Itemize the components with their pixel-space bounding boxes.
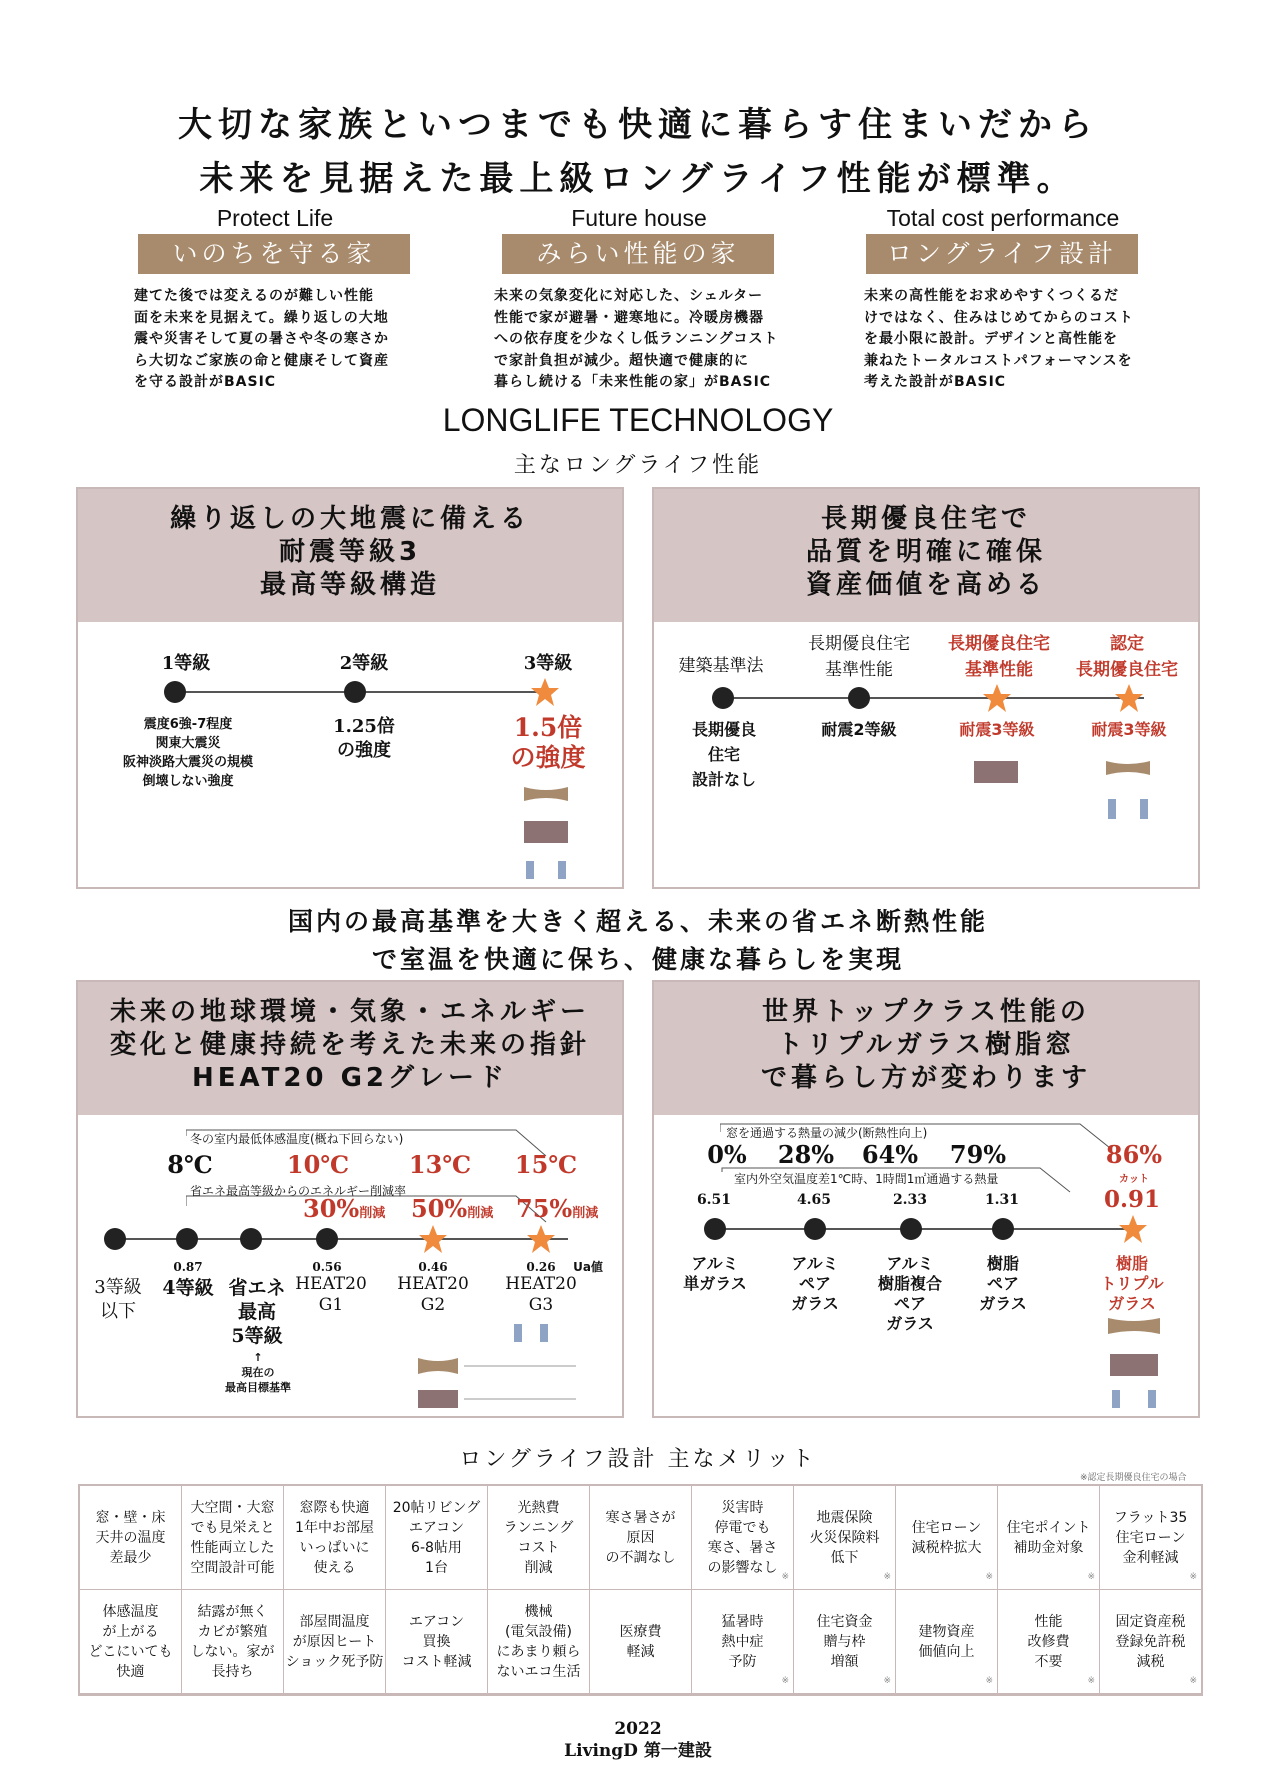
merit-text: エアコン 買換 コスト軽減: [401, 1613, 472, 1670]
heat-value-1: 6.51: [696, 1192, 732, 1208]
heat-value-2: 4.65: [796, 1192, 832, 1208]
cut-label: カット: [1119, 1174, 1149, 1185]
merit-cell: [284, 1590, 386, 1694]
temp-2: 10℃: [286, 1150, 350, 1179]
standard-4-desc: 耐震3等級: [1091, 720, 1167, 739]
merit-text: 体感温度 が上がる どこにいても 快適: [88, 1603, 173, 1680]
grade-label-3: 省エネ 最高 5等級: [228, 1277, 286, 1347]
grade-2-desc: 1.25倍 の強度: [333, 716, 395, 761]
panel-seismic: [76, 487, 624, 889]
cut-2: 50%削減: [411, 1194, 494, 1223]
grade-1-dot: [164, 681, 186, 703]
merit-cell: [998, 1590, 1100, 1694]
panel-heat20-head: 未来の地球環境・気象・エネルギー 変化と健康持続を考えた未来の指針 HEAT20 G2グレード: [78, 982, 622, 1115]
footer: [0, 1718, 1276, 1762]
window-label-5: 樹脂 トリプル ガラス: [1100, 1254, 1164, 1313]
window-frame-icons: [1106, 1316, 1162, 1412]
pillar-jp-1: いのちを守る家: [138, 234, 410, 274]
merit-text: 住宅ポイント 補助金対象: [1006, 1519, 1091, 1556]
merit-text: 地震保険 火災保険料 低下: [809, 1509, 880, 1566]
panel-longterm-head: 長期優良住宅で 品質を明確に確保 資産価値を高める: [654, 489, 1198, 622]
merit-cell: [896, 1590, 998, 1694]
tech-subtitle: 主なロングライフ性能: [513, 453, 763, 478]
grade-3-star-icon: [530, 677, 560, 707]
merit-text: 建物資産 価値向上: [918, 1623, 975, 1660]
merit-text: 20帖リビング エアコン 6-8帖用 1台: [392, 1499, 481, 1576]
temp-1: 8℃: [167, 1150, 213, 1179]
merit-text: 災害時 停電でも 寒さ、暑さ の影響なし: [707, 1499, 778, 1576]
standard-4-star-icon: [1114, 683, 1144, 713]
standard-4-label: 認定 長期優良住宅: [1076, 634, 1178, 680]
merit-text: 窓際も快適 1年中お部屋 いっぱいに 使える: [295, 1499, 374, 1576]
merit-note-mark: ※: [985, 1572, 993, 1582]
merit-cell: [692, 1590, 794, 1694]
pillar-body-2: 未来の気象変化に対応した、シェルター 性能で家が避暑・避寒地に。冷暖房機器 への依存度を少なくし低ランニングコスト で家計負担が減少。超快適で健康的に 暮らし続ける「未来性能の家」がBASIC: [494, 288, 779, 390]
merit-text: フラット35 住宅ローン 金利軽減: [1113, 1509, 1188, 1566]
timeline-line: [714, 1228, 1130, 1230]
pillar-en-3: Total cost performance: [886, 205, 1120, 231]
grade-2-dot: [344, 681, 366, 703]
merit-text: 住宅ローン 減税枠拡大: [911, 1519, 982, 1556]
temp-4: 15℃: [514, 1150, 578, 1179]
grade-label-1: 3等級 以下: [94, 1277, 142, 1322]
merit-cell: [794, 1590, 896, 1694]
standard-2-desc: 耐震2等級: [821, 720, 897, 739]
window-label-4: 樹脂 ペア ガラス: [979, 1254, 1027, 1313]
grade-label-5: HEAT20 G2: [397, 1274, 469, 1315]
mid-line1: 国内の最高基準を大きく超える、未来の省エネ断熱性能: [287, 907, 988, 936]
merit-cell: [182, 1590, 284, 1694]
heat-value-4: 1.31: [984, 1192, 1020, 1208]
standard-3-star-icon: [982, 683, 1012, 713]
merit-cell: [794, 1486, 896, 1590]
heat-g2-star-icon: [418, 1224, 448, 1254]
current-target-note: ↑ 現在の 最高目標基準: [225, 1351, 291, 1394]
footer-brand: LivingD 第一建設: [564, 1741, 712, 1761]
pillar-jp-2: みらい性能の家: [502, 234, 774, 274]
headline-line2: 未来を見据えた最上級ロングライフ性能が標準。: [199, 159, 1077, 199]
heat-dot-2: [176, 1228, 198, 1250]
mid-statement: [0, 903, 1276, 979]
merit-text: 住宅資金 贈与枠 増額: [816, 1613, 873, 1670]
frame-3-icon: [1104, 759, 1152, 829]
standard-3-desc: 耐震3等級: [959, 720, 1035, 739]
pillar-jp-3: ロングライフ設計: [866, 234, 1138, 274]
standard-1-label: 建築基準法: [678, 656, 764, 676]
merit-text: 大空間・大窓 でも見栄えと 性能両立した 空間設計可能: [190, 1499, 275, 1576]
merits-title: ロングライフ設計 主なメリット: [459, 1447, 817, 1472]
frame-structure-icon: [522, 785, 570, 885]
ua-4: 0.26: [526, 1260, 556, 1274]
merit-cell: [692, 1486, 794, 1590]
energy-caption: 省エネ最高等級からのエネルギー削減率: [190, 1184, 407, 1198]
merit-note-mark: ※: [781, 1676, 789, 1686]
pillar-en-1: Protect Life: [216, 205, 334, 231]
merit-cell: [80, 1486, 182, 1590]
window-dot-2: [804, 1218, 826, 1240]
tech-title: LONGLIFE TECHNOLOGY: [442, 402, 834, 438]
panel-window-head: 世界トップクラス性能の トリプルガラス樹脂窓 で暮らし方が変わります: [654, 982, 1198, 1115]
merit-text: 部屋間温度 が原因ヒート ショック死予防: [285, 1613, 384, 1670]
merit-cell: [1100, 1590, 1202, 1694]
temp-caption: 冬の室内最低体感温度(概ね下回らない): [190, 1132, 404, 1146]
heat-value-5: 0.91: [1103, 1186, 1161, 1213]
percent-5: 86%: [1105, 1140, 1163, 1169]
merit-cell: [590, 1486, 692, 1590]
merit-cell: [284, 1486, 386, 1590]
window-star-icon: [1118, 1214, 1148, 1244]
merit-text: 光熱費 ランニング コスト 削減: [503, 1499, 574, 1576]
cut-3: 75%削減: [516, 1194, 599, 1223]
merit-cell: [386, 1590, 488, 1694]
percent-1: 0%: [707, 1140, 747, 1169]
ua-2: 0.56: [312, 1260, 342, 1274]
merit-note-mark: ※: [1087, 1676, 1095, 1686]
sub-caption: 室内外空気温度差1℃時、1時間1㎡通過する熱量: [734, 1172, 999, 1186]
grade-label-4: HEAT20 G1: [295, 1274, 367, 1315]
headline: [0, 98, 1276, 206]
merit-text: 猛暑時 熱中症 予防: [721, 1613, 764, 1670]
heat-dot-3: [240, 1228, 262, 1250]
standard-3-label: 長期優良住宅 基準性能: [948, 634, 1050, 680]
pillar-body-1: 建てた後では変えるのが難しい性能 面を未来を見据えて。繰り返しの大地 震や災害そして夏の暑さや冬の寒さか ら大切なご家族の命と健康そして資産 を守る設計がBASIC: [134, 288, 389, 390]
heat-value-3: 2.33: [892, 1192, 928, 1208]
merit-cell: [80, 1590, 182, 1694]
merit-note-mark: ※: [1087, 1572, 1095, 1582]
pillar-body-3: 未来の高性能をお求めやすくつくるだ けではなく、住みはじめてからのコスト を最小限に設計。デザインと高性能を 兼ねたトータルコストパフォーマンスを 考えた設計がBASIC: [864, 288, 1134, 390]
merit-cell: [896, 1486, 998, 1590]
heat-dot-4: [316, 1228, 338, 1250]
grade-3-desc: 1.5倍 の強度: [510, 713, 586, 772]
heat-g3-star-icon: [526, 1224, 556, 1254]
grade-1-label: 1等級: [161, 653, 211, 674]
merit-note-mark: ※: [1189, 1572, 1197, 1582]
panel-heat20: [76, 980, 624, 1418]
ua-1: 0.87: [173, 1260, 203, 1274]
percent-2: 28%: [777, 1140, 835, 1169]
mid-line2: で室温を快適に保ち、健康な暮らしを実現: [371, 945, 904, 974]
merit-text: 結露が無く カビが繁殖 しない。家が 長持ち: [190, 1603, 275, 1680]
merit-note-mark: ※: [985, 1676, 993, 1686]
merit-text: 窓・壁・床 天井の温度 差最少: [95, 1509, 166, 1566]
grade-3-label: 3等級: [523, 653, 573, 674]
merit-note-mark: ※: [781, 1572, 789, 1582]
grade-2-label: 2等級: [339, 653, 389, 674]
standard-2-label: 長期優良住宅 基準性能: [808, 634, 910, 680]
panel-window: [652, 980, 1200, 1418]
panel-longterm: [652, 487, 1200, 889]
standard-1-dot: [712, 687, 734, 709]
heat-frame-icons: [416, 1322, 576, 1412]
merit-note-mark: ※: [883, 1572, 891, 1582]
merits-note: ※認定長期優良住宅の場合: [1080, 1473, 1187, 1483]
headline-line1: 大切な家族といつまでも快適に暮らす住まいだから: [178, 105, 1098, 145]
merit-text: 寒さ暑さが 原因 の不調なし: [605, 1509, 676, 1566]
panel-seismic-head: 繰り返しの大地震に備える 耐震等級3 最高等級構造: [78, 489, 622, 622]
heat-dot-1: [104, 1228, 126, 1250]
cut-1: 30%削減: [303, 1194, 386, 1223]
merit-text: 機械 (電気設備) にあまり頼ら ないエコ生活: [496, 1603, 581, 1680]
window-dot-4: [992, 1218, 1014, 1240]
merit-cell: [590, 1590, 692, 1694]
merit-cell: [488, 1590, 590, 1694]
standard-1-desc: 長期優良 住宅 設計なし: [691, 720, 756, 789]
merit-cell: [488, 1486, 590, 1590]
window-dot-3: [900, 1218, 922, 1240]
footer-year: 2022: [614, 1719, 662, 1739]
merit-cell: [1100, 1486, 1202, 1590]
merit-cell: [386, 1486, 488, 1590]
grade-label-6: HEAT20 G3: [505, 1274, 577, 1315]
merit-text: 性能 改修費 不要: [1027, 1613, 1070, 1670]
timeline-line: [724, 697, 1144, 699]
merit-cell: [998, 1486, 1100, 1590]
ua-label: Ua値: [573, 1260, 603, 1274]
standard-2-dot: [848, 687, 870, 709]
merit-text: 医療費 軽減: [619, 1623, 662, 1660]
grade-1-desc: 震度6強-7程度 関東大震災 阪神淡路大震災の規模 倒壊しない強度: [122, 717, 253, 789]
percent-4: 79%: [949, 1140, 1007, 1169]
window-dot-1: [704, 1218, 726, 1240]
merit-note-mark: ※: [883, 1676, 891, 1686]
window-label-1: アルミ 単ガラス: [683, 1254, 747, 1293]
window-label-2: アルミ ペア ガラス: [791, 1254, 839, 1313]
merits-grid: [78, 1484, 1203, 1696]
temp-3: 13℃: [408, 1150, 472, 1179]
percent-3: 64%: [861, 1140, 919, 1169]
grade-label-2: 4等級: [162, 1277, 214, 1299]
reduce-caption: 窓を通過する熱量の減少(断熱性向上): [726, 1126, 928, 1140]
frame-2-icon: [972, 757, 1020, 787]
merit-note-mark: ※: [1189, 1676, 1197, 1686]
window-label-3: アルミ 樹脂複合 ペア ガラス: [877, 1254, 942, 1333]
pillar-en-2: Future house: [571, 205, 707, 231]
merit-text: 固定資産税 登録免許税 減税: [1115, 1613, 1186, 1670]
ua-3: 0.46: [418, 1260, 448, 1274]
merit-cell: [182, 1486, 284, 1590]
